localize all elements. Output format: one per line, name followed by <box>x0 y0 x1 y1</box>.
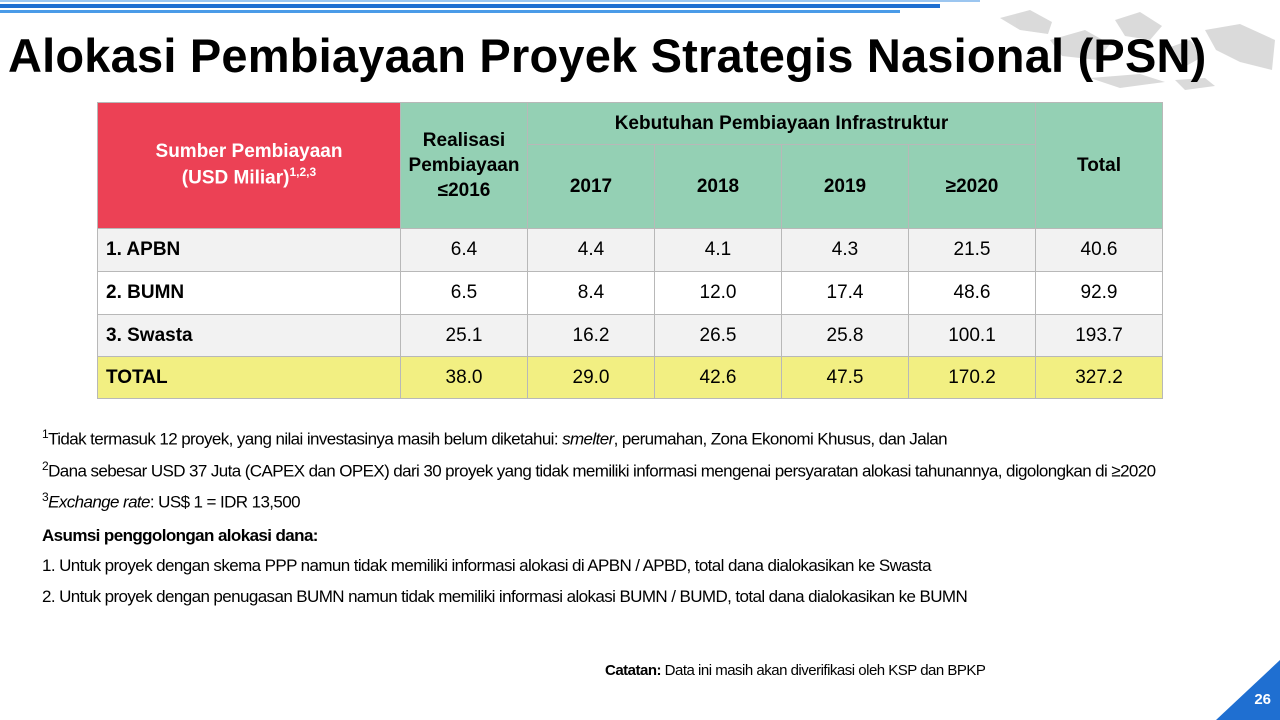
footnote-text: : US$ 1 = IDR 13,500 <box>149 492 300 512</box>
table-cell: 25.8 <box>782 315 909 357</box>
realisasi-header-line1: Realisasi <box>422 130 506 151</box>
footnotes <box>42 424 1192 613</box>
footnote-3 <box>42 487 1192 513</box>
footnote-text: Dana sebesar USD 37 Juta (CAPEX dan OPEX) dari 30 proyek yang tidak memiliki informasi mengenai persyaratan alokasi tahunannya, digolongkan di ≥2020 <box>48 461 1156 481</box>
footnote-1 <box>42 424 1192 450</box>
footnote-italic: smelter <box>562 429 614 449</box>
page-title: Alokasi Pembiayaan Proyek Strategis Nasional (PSN) <box>8 29 1207 82</box>
asumsi-item: 2. Untuk proyek dengan penugasan BUMN namun tidak memiliki informasi alokasi BUMN / BUMD, total dana dialokasikan ke BUMN <box>42 586 968 606</box>
table-cell: 6.4 <box>401 229 528 272</box>
table-cell: 21.5 <box>909 229 1036 272</box>
row-label: 2. BUMN <box>98 272 401 315</box>
row-label: TOTAL <box>98 357 401 399</box>
catatan-label: Catatan: <box>605 662 662 679</box>
table-row <box>98 315 1163 357</box>
table-cell: 29.0 <box>528 357 655 399</box>
source-header-cell <box>98 103 401 229</box>
table-cell: 4.1 <box>655 229 782 272</box>
footnote-2 <box>42 456 1192 482</box>
corner-triangle <box>1216 660 1280 720</box>
page-number: 26 <box>1254 691 1271 708</box>
asumsi-title: Asumsi penggolongan alokasi dana: <box>42 525 318 545</box>
table-cell: 92.9 <box>1036 272 1163 315</box>
kebutuhan-header: Kebutuhan Pembiayaan Infrastruktur <box>528 103 1036 145</box>
realisasi-header-line3: ≤2016 <box>437 180 491 201</box>
table-cell: 327.2 <box>1036 357 1163 399</box>
table-cell: 193.7 <box>1036 315 1163 357</box>
catatan-text: Data ini masih akan diverifikasi oleh KSP dan BPKP <box>661 662 986 679</box>
source-header-sup: 1,2,3 <box>289 164 317 179</box>
source-header: Sumber Pembiayaan <box>155 141 343 163</box>
table-cell: 4.3 <box>782 229 909 272</box>
row-label: 1. APBN <box>98 229 401 272</box>
footnote-text: Tidak termasuk 12 proyek, yang nilai investasinya masih belum diketahui: <box>48 429 563 449</box>
footnote-marker: 3 <box>42 490 49 505</box>
source-header-unit: (USD Miliar) <box>181 167 290 189</box>
table-cell: 12.0 <box>655 272 782 315</box>
table-cell: 100.1 <box>909 315 1036 357</box>
table-cell: 8.4 <box>528 272 655 315</box>
table-cell: 42.6 <box>655 357 782 399</box>
catatan-note <box>605 662 985 679</box>
footnote-italic: Exchange rate <box>48 492 150 512</box>
table-cell: 47.5 <box>782 357 909 399</box>
table-cell: 6.5 <box>401 272 528 315</box>
table-cell: 38.0 <box>401 357 528 399</box>
table-cell: 25.1 <box>401 315 528 357</box>
table-cell: 16.2 <box>528 315 655 357</box>
table-cell: 40.6 <box>1036 229 1163 272</box>
top-decoration-bar <box>0 0 980 18</box>
footnote-marker: 1 <box>42 427 49 441</box>
table-row <box>98 229 1163 272</box>
realisasi-header-cell <box>401 103 528 229</box>
table-cell: 4.4 <box>528 229 655 272</box>
year-header: 2019 <box>782 145 909 229</box>
realisasi-header-line2: Pembiayaan <box>408 155 520 176</box>
year-header: ≥2020 <box>909 145 1036 229</box>
total-header: Total <box>1036 103 1163 229</box>
total-row <box>98 357 1163 399</box>
year-header: 2018 <box>655 145 782 229</box>
footnote-text: , perumahan, Zona Ekonomi Khusus, dan Jalan <box>613 429 947 449</box>
table-cell: 170.2 <box>909 357 1036 399</box>
table-cell: 26.5 <box>655 315 782 357</box>
year-header: 2017 <box>528 145 655 229</box>
asumsi-item: 1. Untuk proyek dengan skema PPP namun tidak memiliki informasi alokasi di APBN / APBD, total dana dialokasikan ke Swasta <box>42 555 932 575</box>
row-label: 3. Swasta <box>98 315 401 357</box>
footnote-marker: 2 <box>42 458 49 473</box>
table-cell: 17.4 <box>782 272 909 315</box>
table-row <box>98 272 1163 315</box>
table-cell: 48.6 <box>909 272 1036 315</box>
financing-table <box>97 102 1163 399</box>
